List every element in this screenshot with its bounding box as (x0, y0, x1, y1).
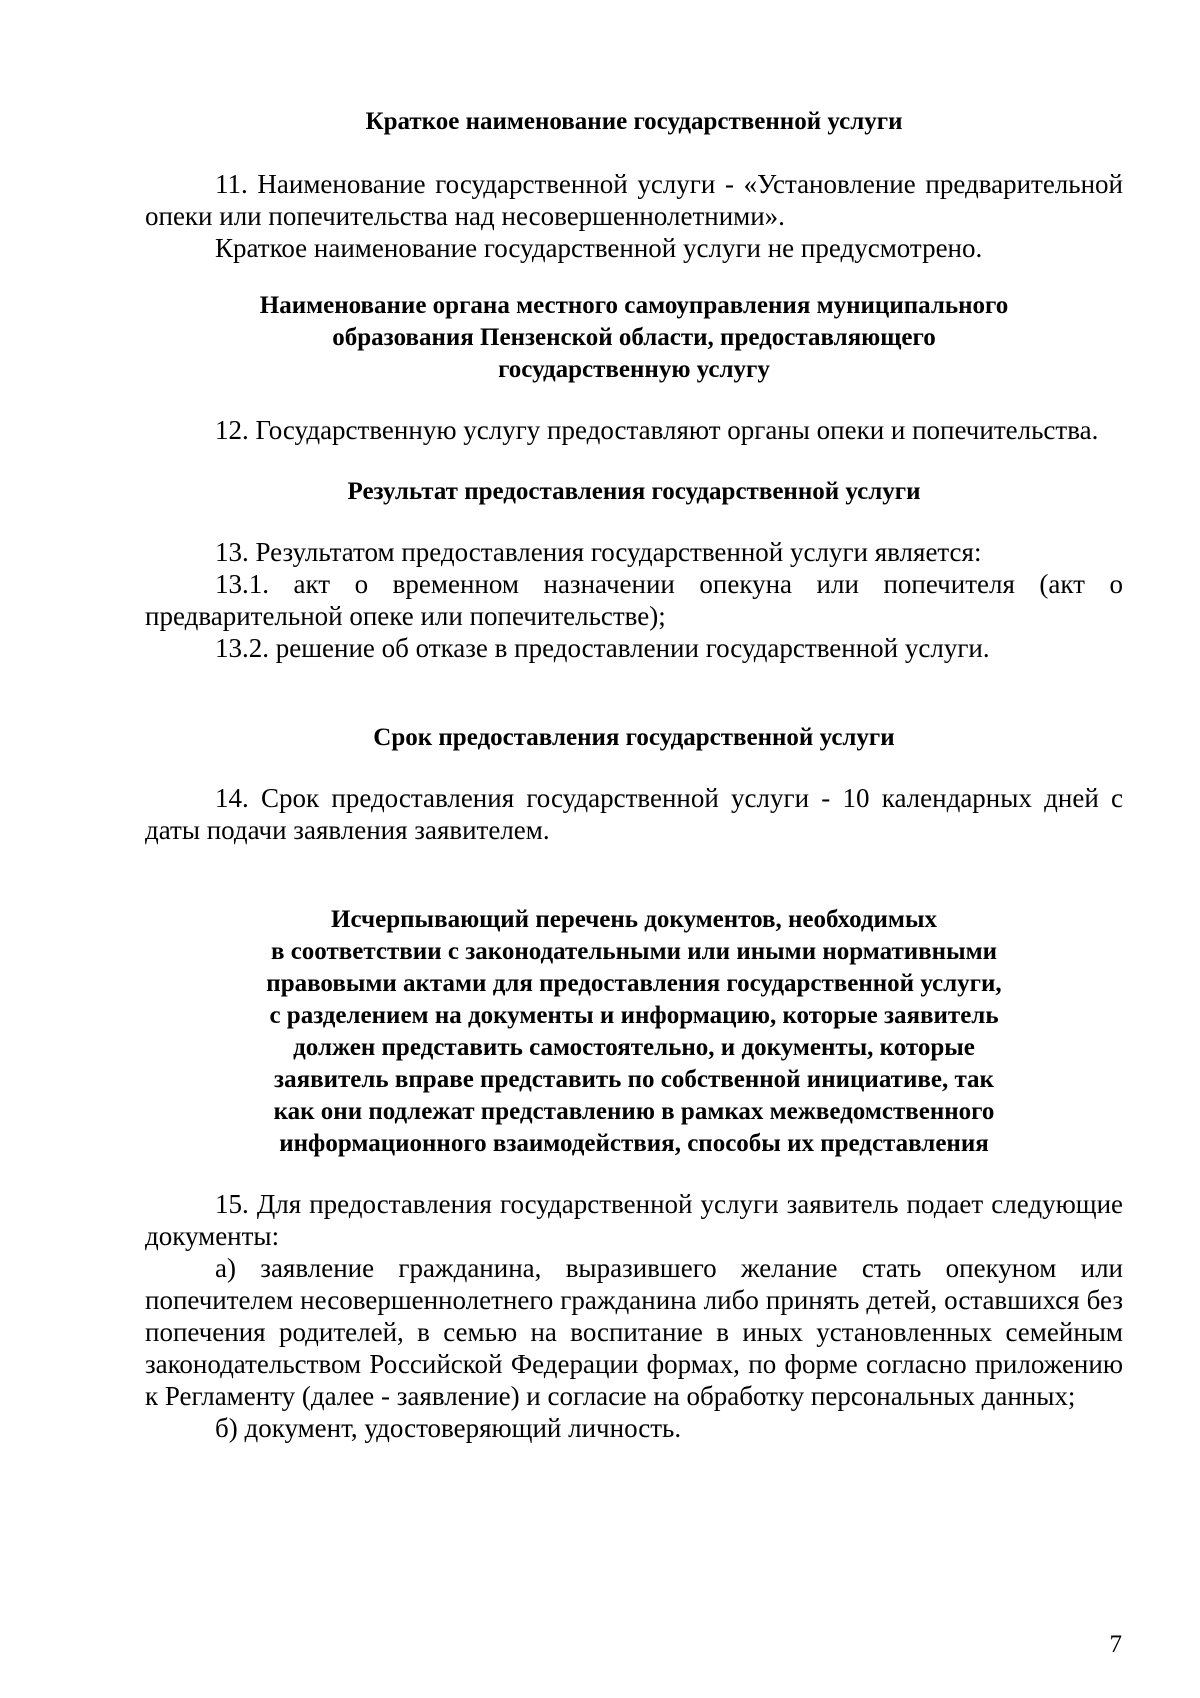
section-heading-documents (145, 904, 1123, 1160)
heading-line: Исчерпывающий перечень документов, необходимых (331, 906, 937, 933)
heading-line: правовыми актами для предоставления государственной услуги, (266, 970, 1002, 997)
paragraph-12: 12. Государственную услугу предоставляют органы опеки и попечительства. (215, 415, 1099, 445)
paragraph-15: 15. Для предоставления государственной услуги заявитель подает следующие документы: (145, 1189, 1123, 1251)
heading-line: в соответствии с законодательными или иными нормативными (270, 938, 998, 965)
heading-line: информационного взаимодействия, способы их представления (279, 1130, 989, 1157)
heading-line: с разделением на документы и информацию, которые заявитель (269, 1002, 999, 1029)
paragraph-13-2: 13.2. решение об отказе в предоставлении государственной услуги. (215, 633, 990, 663)
document-page (145, 100, 1123, 1444)
section-heading-term: Срок предоставления государственной услуги (373, 724, 895, 751)
section-heading-result: Результат предоставления государственной услуги (347, 478, 921, 505)
section-heading-short-name: Краткое наименование государственной услуги (365, 108, 903, 135)
heading-line: государственную услугу (498, 356, 770, 383)
paragraph-14: 14. Срок предоставления государственной услуги - 10 календарных дней с даты подачи заявления заявителем. (145, 783, 1123, 845)
paragraph-11-note: Краткое наименование государственной услуги не предусмотрено. (215, 233, 983, 263)
paragraph-15-a: а) заявление гражданина, выразившего желание стать опекуном или попечителем несовершеннолетнего гражданина либо принять детей, оставшихся без попечения родителей, в семью на воспитание в иных установленных семейным законодательством Российской Федерации формах, по форме согласно приложению к Регламенту (далее - заявление) и согласие на обработку персональных данных; (145, 1253, 1123, 1411)
heading-line: должен представить самостоятельно, и документы, которые (293, 1034, 975, 1061)
paragraph-15-b: б) документ, удостоверяющий личность. (215, 1413, 682, 1443)
heading-line: Наименование органа местного самоуправления муниципального (259, 292, 1009, 319)
paragraph-13: 13. Результатом предоставления государственной услуги является: (215, 537, 982, 567)
heading-line: заявитель вправе представить по собственной инициативе, так (274, 1066, 994, 1093)
section-heading-authority (145, 290, 1123, 386)
paragraph-13-1: 13.1. акт о временном назначении опекуна или попечителя (акт о предварительной опеке или попечительстве); (145, 569, 1123, 631)
page-number: 7 (1109, 1631, 1122, 1658)
paragraph-11: 11. Наименование государственной услуги - «Установление предварительной опеки или попечительства над несовершеннолетними». (145, 169, 1123, 231)
heading-line: образования Пензенской области, предоставляющего (332, 324, 936, 351)
heading-line: как они подлежат представлению в рамках межведомственного (273, 1098, 995, 1125)
